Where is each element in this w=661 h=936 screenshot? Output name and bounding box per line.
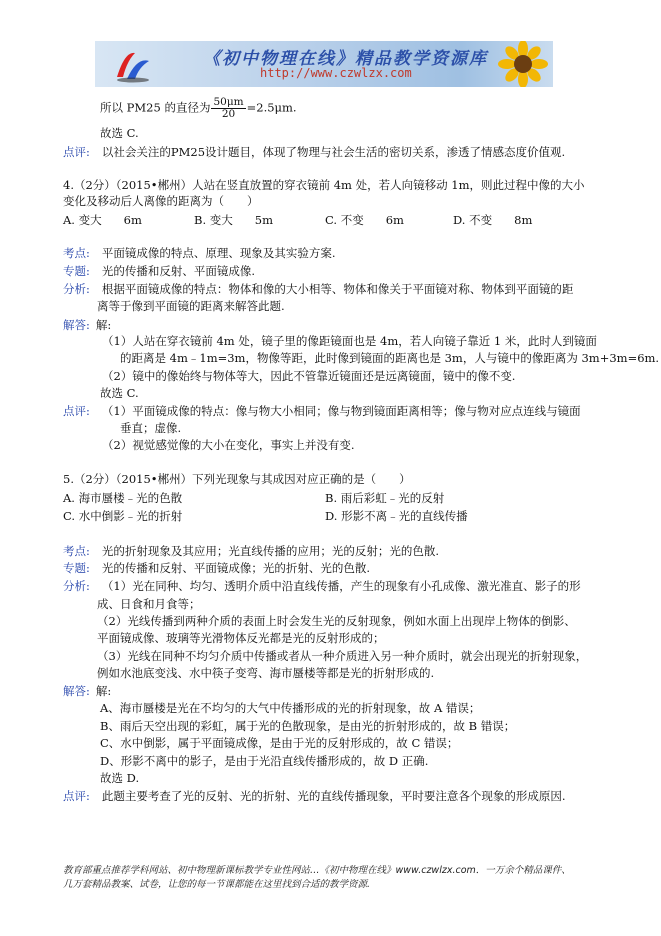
q5-dianping: 点评: 此题主要考查了光的反射、光的折射、光的直线传播现象，平时要注意各个现象的形成原因. (63, 789, 566, 803)
q5-fenxi: 分析: （1）光在同种、均匀、透明介质中沿直线传播，产生的现象有小孔成像、激光准直、影子的形 (63, 579, 581, 593)
fraction: $\frac{50\mu m}{20}$ (213, 96, 244, 120)
q4-stem-line2: 变化及移动后人离像的距离为（ ） (63, 194, 259, 208)
q5-answer-c: C、水中倒影，属于平面镜成像，是由于光的反射形成的，故 C 错误； (100, 736, 459, 750)
q4-option-c: C. 不变 6m (325, 213, 404, 227)
q5-answer-a: A、海市蜃楼是光在不均匀的大气中传播形成的光的折射现象，故 A 错误； (100, 701, 481, 715)
q4-dianping: 点评: （1）平面镜成像的特点：像与物大小相同；像与物到镜面距离相等；像与物对应点连线与镜面 (63, 404, 581, 418)
q5-fenxi-5: （3）光线在同种不均匀介质中传播或者从一种介质进入另一种介质时，就会出现光的折射现象， (97, 649, 588, 663)
q5-fenxi-2: 成、日食和月食等； (97, 597, 201, 611)
q4-option-b: B. 变大 5m (194, 213, 273, 227)
q5-jieda: 解答: 解: (63, 684, 112, 698)
site-logo-icon (113, 47, 153, 83)
q5-fenxi-4: 平面镜成像、玻璃等光滑物体反光都是光的反射形成的； (97, 631, 385, 645)
q4-fenxi: 分析: 根据平面镜成像的特点：物体和像的大小相等、物体和像关于平面镜对称、物体到平面镜的距 (63, 282, 574, 296)
q5-option-c: C. 水中倒影﹣光的折射 (63, 509, 183, 523)
q4-sol-1: （1）人站在穿衣镜前 4m 处，镜子里的像距镜面也是 4m，若人向镜子靠近 1 米，此时人到镜面 (102, 334, 597, 348)
q5-zhuanti: 专题: 光的传播和反射、平面镜成像；光的折射、光的色散. (63, 561, 371, 575)
q5-option-b: B. 雨后彩虹﹣光的反射 (325, 491, 445, 505)
q4-kaodian: 考点: 平面镜成像的特点、原理、现象及其实验方案. (63, 246, 336, 260)
prev-choice: 故选 C. (100, 126, 139, 140)
q4-dianping-3: （2）视觉感觉像的大小在变化，事实上并没有变. (102, 438, 355, 452)
q4-sol-3: （2）镜中的像始终与物体等大，因此不管靠近镜面还是远离镜面，镜中的像不变. (102, 369, 516, 383)
q5-answer-d: D、形影不离中的影子，是由于光沿直线传播形成的，故 D 正确. (100, 754, 429, 768)
pm25-calculation: 所以 PM25 的直径为 $\frac{50\mu m}{20}$ =2.5μm. (100, 96, 297, 120)
header-banner (95, 41, 553, 87)
footer-line2: 几万套精品教案、试卷，让您的每一节课都能在这里找到合适的教学资源. (63, 879, 371, 890)
q4-dianping-2: 垂直；虚像. (120, 421, 182, 435)
q5-option-a: A. 海市蜃楼﹣光的色散 (63, 491, 183, 505)
q4-zhuanti: 专题: 光的传播和反射、平面镜成像. (63, 264, 256, 278)
footer-line1: 教育部重点推荐学科网站、初中物理新课标教学专业性网站…《初中物理在线》www.czwlzx.com．一万余个精品课件、 (63, 865, 571, 876)
q4-choice: 故选 C. (100, 386, 139, 400)
q5-answer-b: B、雨后天空出现的彩虹，属于光的色散现象，是由光的折射形成的，故 B 错误； (100, 719, 516, 733)
q4-stem-line1: 4.（2分）（2015•郴州）人站在竖直放置的穿衣镜前 4m 处，若人向镜移动 1m，则此过程中像的大小 (63, 178, 585, 192)
q4-fenxi-cont: 离等于像到平面镜的距离来解答此题. (97, 299, 285, 313)
q4-jieda: 解答: 解: (63, 318, 112, 332)
q5-choice: 故选 D. (100, 771, 140, 785)
q5-option-d: D. 形影不离﹣光的直线传播 (325, 509, 468, 523)
q4-sol-2: 的距离是 4m﹣1m=3m，物像等距，此时像到镜面的距离也是 3m，人与镜中的像距离为 3m+3m=6m. (120, 351, 660, 365)
q4-option-d: D. 不变 8m (453, 213, 533, 227)
prev-comment: 点评: 以社会关注的PM25设计题目，体现了物理与社会生活的密切关系，渗透了情感态度价值观. (63, 145, 566, 159)
q4-option-a: A. 变大 6m (63, 213, 142, 227)
q5-kaodian: 考点: 光的折射现象及其应用；光直线传播的应用；光的反射；光的色散. (63, 544, 440, 558)
q5-stem: 5.（2分）（2015•郴州）下列光现象与其成因对应正确的是（ ） (63, 472, 411, 486)
q5-fenxi-6: 例如水池底变浅、水中筷子变弯、海市蜃楼等都是光的折射形成的. (97, 666, 435, 680)
banner-title: 《初中物理在线》精品教学资源库 (203, 49, 488, 69)
sunflower-icon (495, 41, 551, 87)
banner-url[interactable]: http://www.czwlzx.com (260, 66, 412, 80)
q5-fenxi-3: （2）光线传播到两种介质的表面上时会发生光的反射现象，例如水面上出现岸上物体的倒影、 (97, 614, 576, 628)
